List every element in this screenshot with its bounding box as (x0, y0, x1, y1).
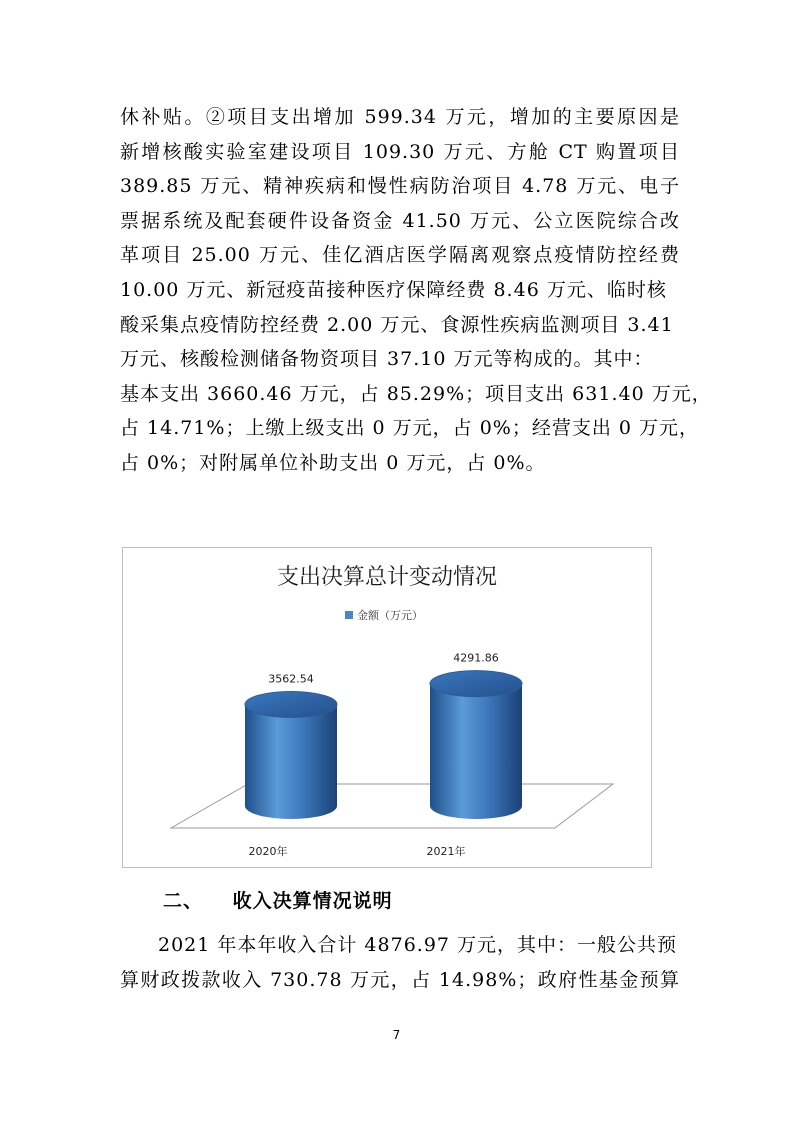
text-line: 革项目 25.00 万元、佳亿酒店医学隔离观察点疫情防控经费 (120, 244, 680, 267)
text-line: 占 0%；对附属单位补助支出 0 万元，占 0%。 (120, 451, 546, 474)
chart-bar (430, 671, 522, 819)
bar-body (245, 704, 337, 819)
bar-top (245, 691, 337, 717)
bar-top (430, 671, 522, 697)
text-line: 酸采集点疫情防控经费 2.00 万元、食源性疾病监测项目 3.41 (120, 313, 674, 336)
expenditure-paragraph (120, 100, 712, 481)
section-number: 二、 (163, 890, 204, 912)
bar-body (430, 684, 522, 819)
chart-title: 支出决算总计变动情况 (276, 565, 497, 590)
expenditure-chart (122, 547, 652, 868)
legend-label: 金额（万元） (357, 609, 423, 622)
category-label: 2021年 (426, 845, 466, 858)
category-label: 2020年 (248, 845, 288, 858)
income-paragraph (120, 928, 680, 997)
chart-plot-area (123, 548, 653, 869)
bar-value-label: 4291.86 (453, 651, 499, 665)
bar-value-label: 3562.54 (268, 672, 314, 686)
text-line: 占 14.71%；上缴上级支出 0 万元，占 0%；经营支出 0 万元， (120, 417, 700, 440)
chart-floor (171, 784, 613, 828)
chart-bar (245, 691, 337, 819)
section-heading (163, 886, 393, 913)
section-title: 收入决算情况说明 (232, 890, 393, 912)
text-line: 新增核酸实验室建设项目 109.30 万元、方舱 CT 购置项目 (120, 140, 680, 163)
text-line: 基本支出 3660.46 万元，占 85.29%；项目支出 631.40 万元， (120, 382, 712, 405)
text-line: 休补贴。②项目支出增加 599.34 万元，增加的主要原因是 (120, 106, 680, 128)
text-line: 票据系统及配套硬件设备资金 41.50 万元、公立医院综合改 (120, 209, 680, 232)
text-line: 万元、核酸检测储备物资项目 37.10 万元等构成的。其中： (120, 348, 654, 371)
page-number: 7 (392, 1028, 401, 1042)
text-line: 389.85 万元、精神疾病和慢性病防治项目 4.78 万元、电子 (120, 175, 680, 198)
text-line: 2021 年本年收入合计 4876.97 万元，其中：一般公共预 (158, 934, 678, 956)
text-line: 算财政拨款收入 730.78 万元，占 14.98%；政府性基金预算 (120, 968, 680, 991)
text-line: 10.00 万元、新冠疫苗接种医疗保障经费 8.46 万元、临时核 (120, 278, 667, 301)
